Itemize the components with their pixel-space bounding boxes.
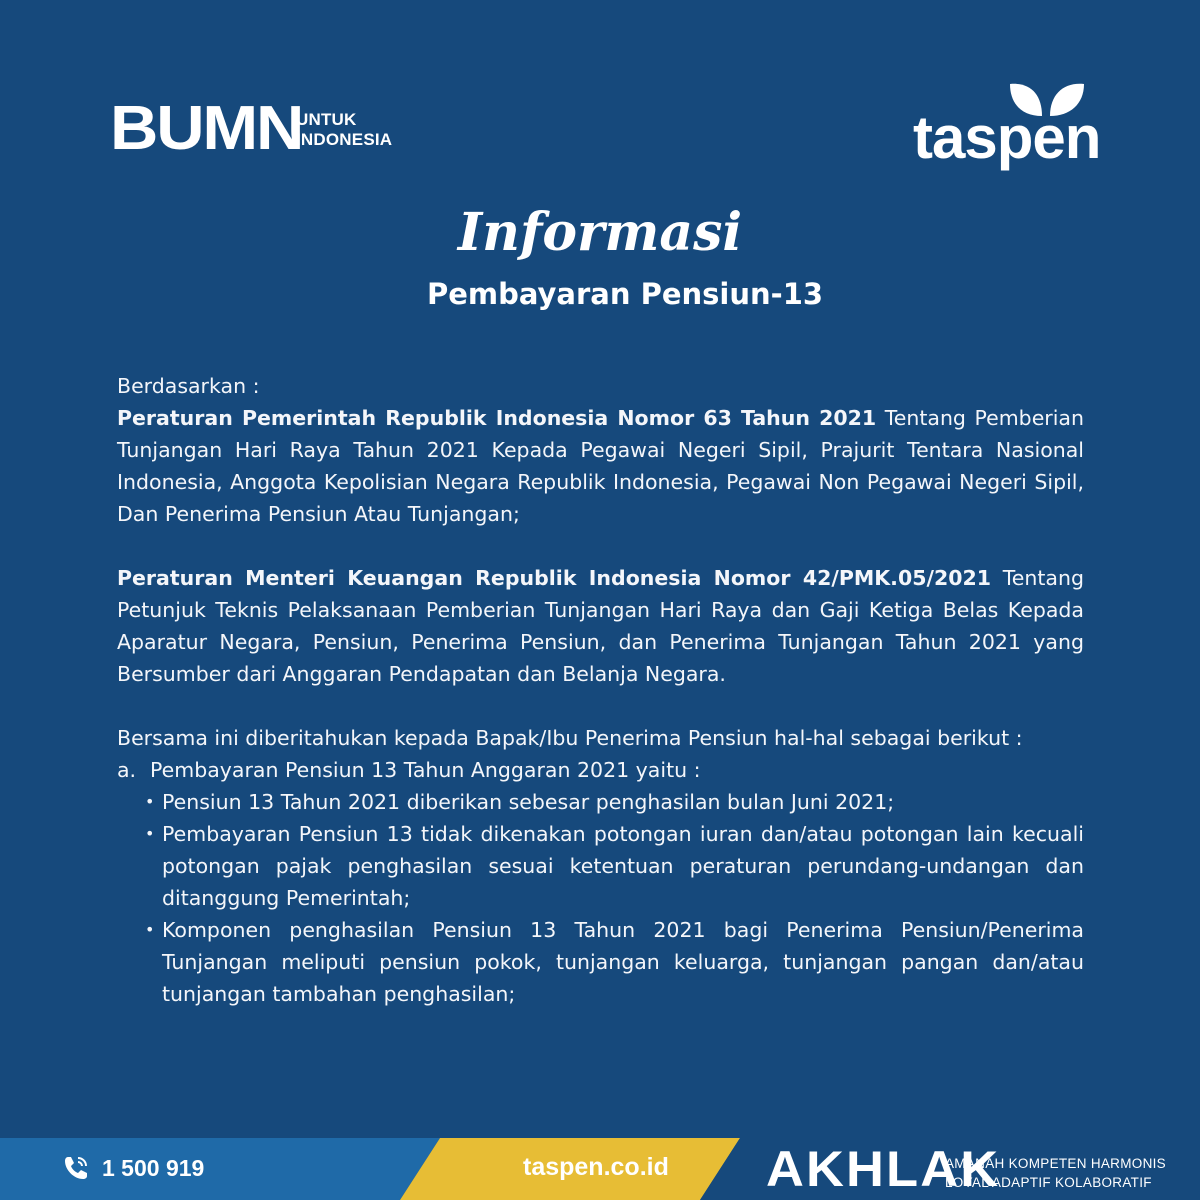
bullet-text: Komponen penghasilan Pensiun 13 Tahun 2021 bagi Penerima Pensiun/Penerima Tunjangan meliputi pensiun pokok, tunjangan keluarga, tunjangan pangan dan/atau tunjangan tambahan penghasilan;: [162, 918, 1084, 1006]
bullet-list: [145, 786, 1084, 1010]
bullet-dot: •: [145, 824, 155, 843]
announcement-body: [117, 370, 1084, 1010]
akhlak-line-2: LOYAL ADAPTIF KOLABORATIF: [945, 1175, 1152, 1190]
bullet-item: [145, 786, 1084, 818]
regulation-2: [117, 562, 1084, 690]
taspen-logo-word: taspen: [913, 104, 1101, 171]
regulation-2-text: Tentang Petunjuk Teknis Pelaksanaan Pemberian Tunjangan Hari Raya dan Gaji Ketiga Belas Kepada Aparatur Negara, Pensiun, Penerima Pensiun, dan Penerima Tunjangan Tahun 2021 yang Bersumber dari Anggaran Pendapatan dan Belanja Negara.: [117, 566, 1084, 686]
taspen-logo: [905, 80, 1105, 170]
phone-icon: [62, 1154, 90, 1182]
bullet-dot: •: [145, 792, 155, 811]
regulation-1: [117, 402, 1084, 530]
list-item-a-text: Pembayaran Pensiun 13 Tahun Anggaran 2021 yaitu :: [150, 758, 701, 782]
bumn-logo-word: BUMN: [110, 94, 303, 163]
footer-website-link[interactable]: taspen.co.id: [523, 1153, 669, 1181]
page-title: Informasi: [457, 202, 743, 263]
regulation-1-text: Tentang Pemberian Tunjangan Hari Raya Tahun 2021 Kepada Pegawai Negeri Sipil, Prajurit Tentara Nasional Indonesia, Anggota Kepolisian Negara Republik Indonesia, Pegawai Non Pegawai Negeri Sipil, Dan Penerima Pensiun Atau Tunjangan;: [117, 406, 1084, 526]
bullet-item: [145, 914, 1084, 1010]
akhlak-tagline: [945, 1154, 1166, 1192]
bumn-tagline-line1: UNTUK: [296, 110, 357, 129]
footer-bar: [0, 1138, 1200, 1200]
akhlak-line-1: AMANAH KOMPETEN HARMONIS: [945, 1156, 1166, 1171]
notice-text: Bersama ini diberitahukan kepada Bapak/Ibu Penerima Pensiun hal-hal sebagai berikut :: [117, 726, 1023, 750]
page-subtitle: Pembayaran Pensiun-13: [426, 277, 824, 311]
bumn-logo-tagline: [296, 110, 392, 150]
bullet-text: Pensiun 13 Tahun 2021 diberikan sebesar penghasilan bulan Juni 2021;: [162, 790, 895, 814]
regulation-2-title: Peraturan Menteri Keuangan Republik Indonesia Nomor 42/PMK.05/2021: [117, 566, 992, 590]
akhlak-logo: AKHLAK: [766, 1141, 1001, 1197]
intro-text: Berdasarkan :: [117, 374, 260, 398]
bullet-dot: •: [145, 920, 155, 939]
footer-phone-number[interactable]: 1 500 919: [102, 1155, 205, 1181]
list-item-a-marker: a.: [117, 758, 137, 782]
bullet-item: [145, 818, 1084, 914]
regulation-1-title: Peraturan Pemerintah Republik Indonesia Nomor 63 Tahun 2021: [117, 406, 877, 430]
bullet-text: Pembayaran Pensiun 13 tidak dikenakan potongan iuran dan/atau potongan lain kecuali potongan pajak penghasilan sesuai ketentuan peraturan perundang-undangan dan ditanggung Pemerintah;: [162, 822, 1084, 910]
bumn-logo: [110, 94, 410, 163]
bumn-tagline-line2: INDONESIA: [296, 130, 393, 149]
list-item-a: [117, 754, 1084, 786]
